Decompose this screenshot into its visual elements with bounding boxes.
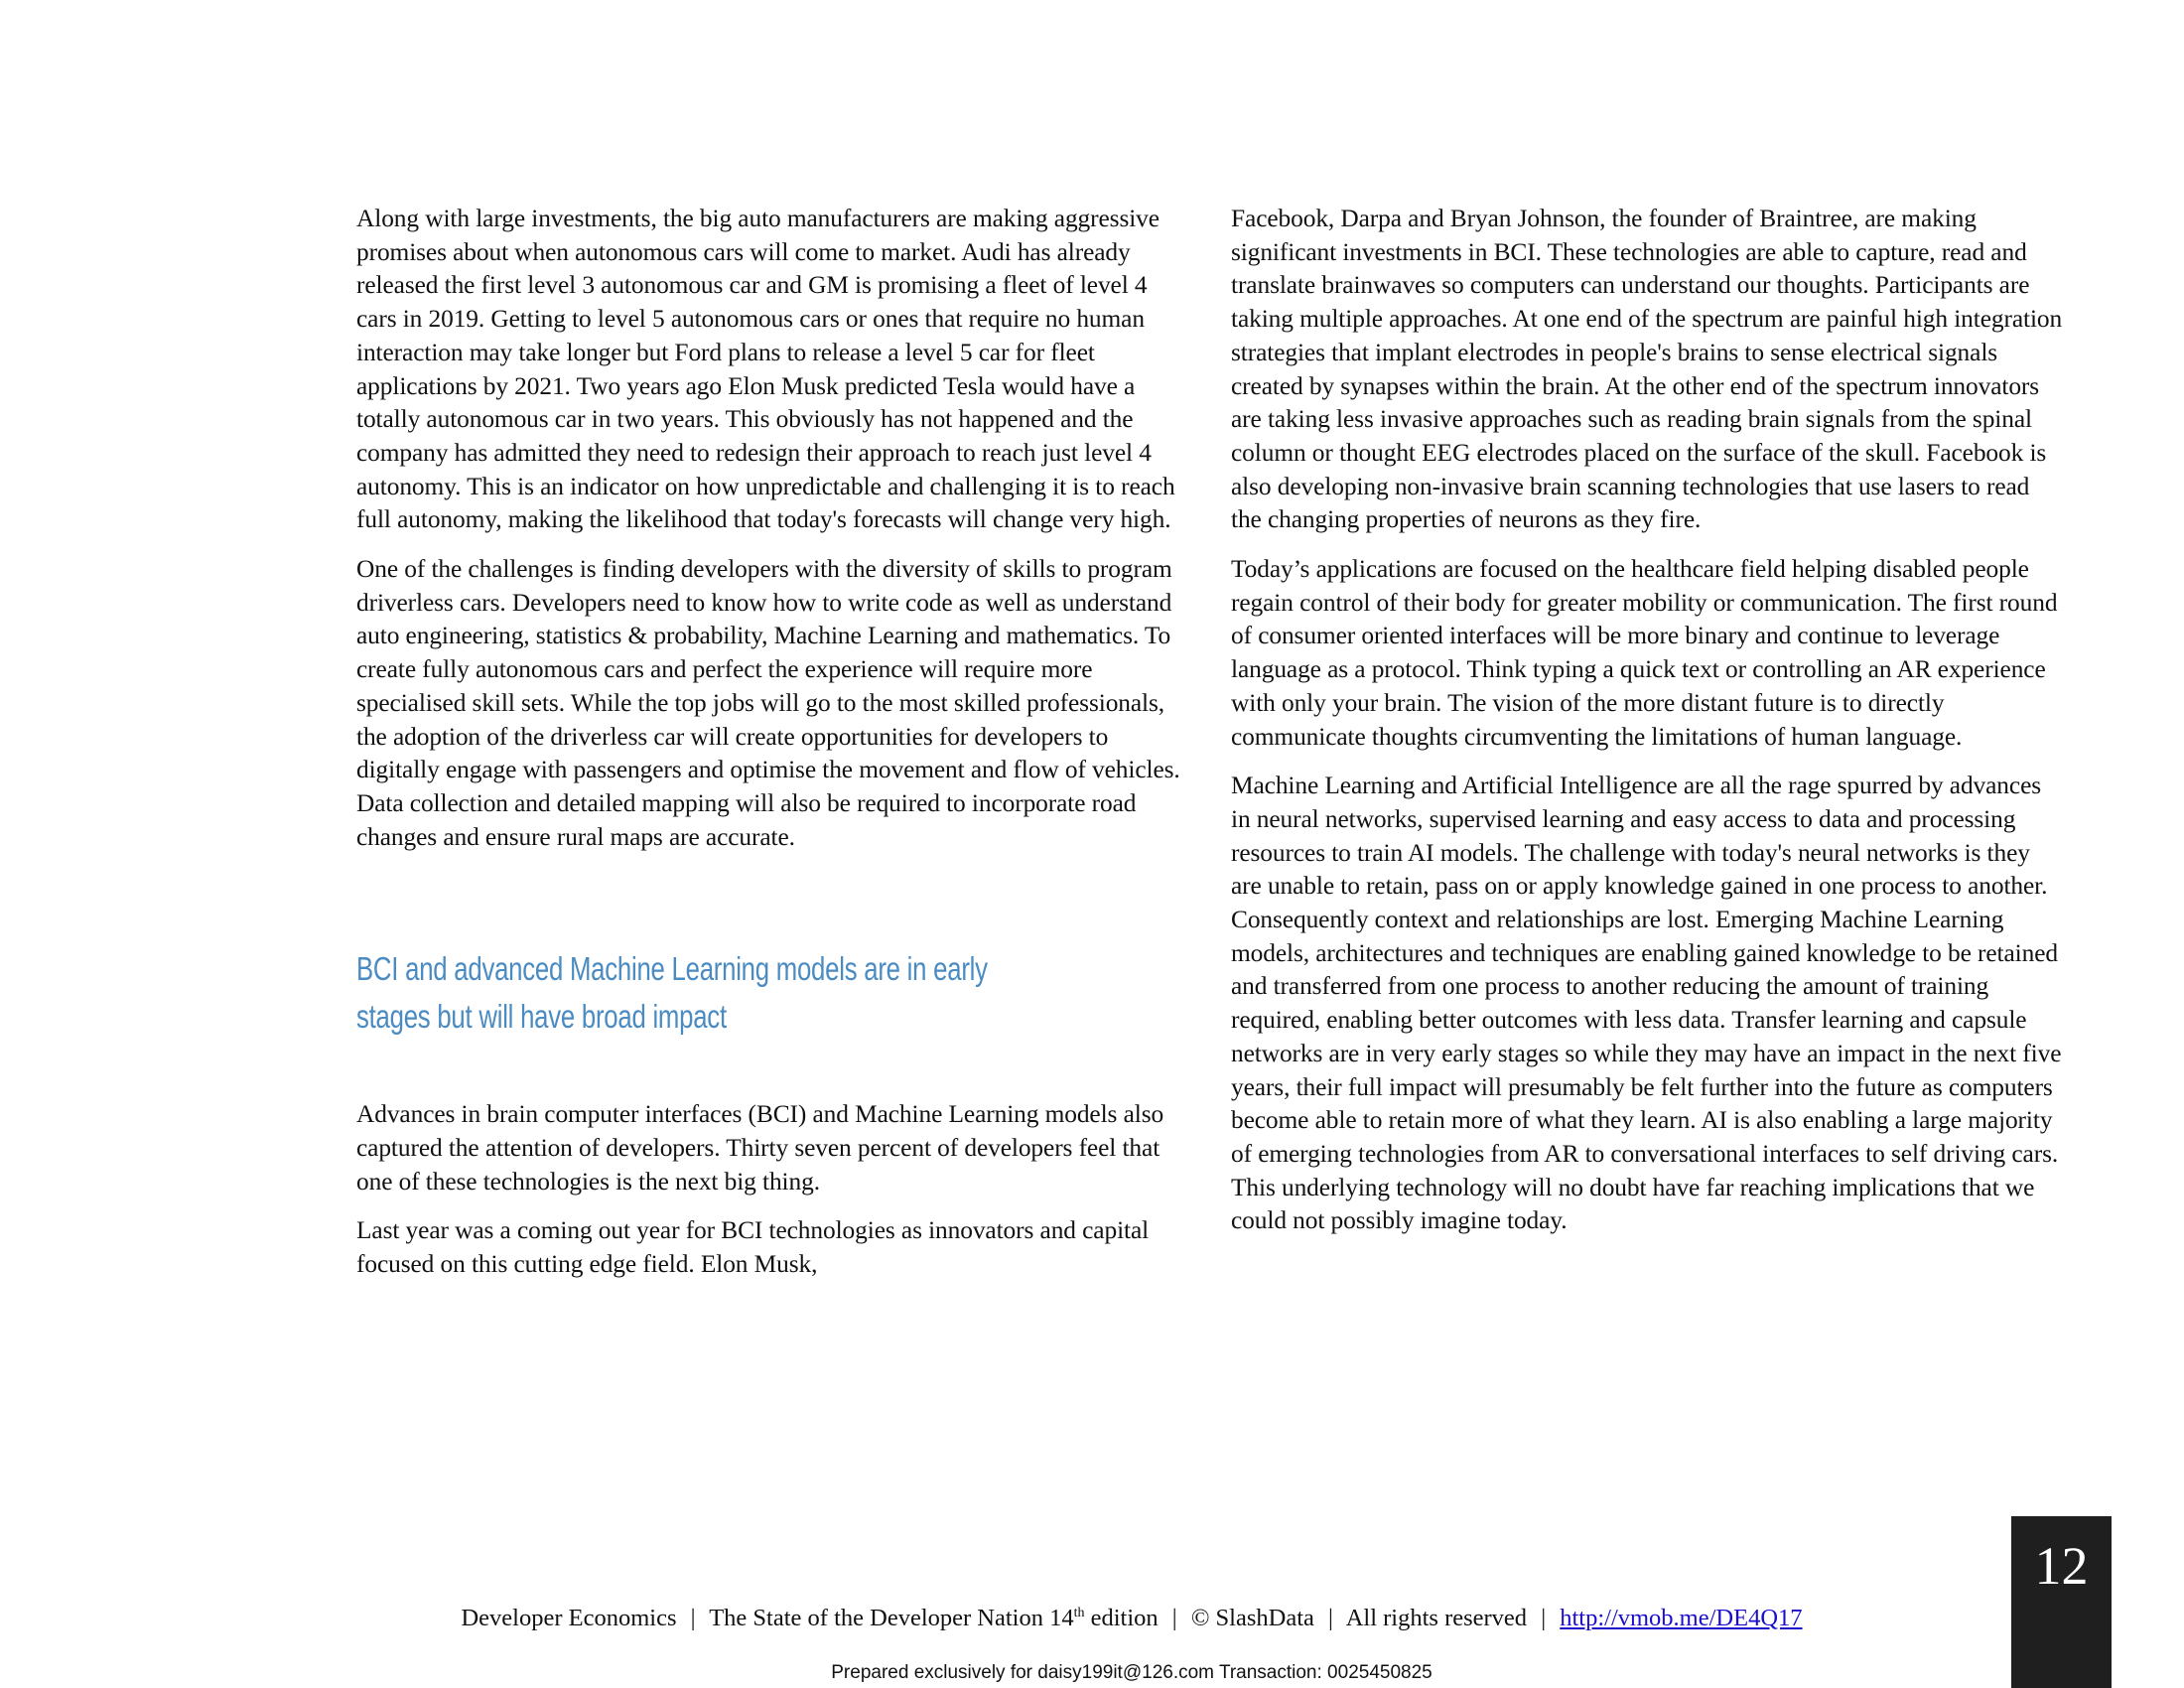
footer [0, 1604, 2184, 1633]
footer-report-name: Developer Economics [461, 1605, 677, 1631]
page-number: 12 [2034, 1536, 2089, 1596]
paragraph-machine-learning: Machine Learning and Artificial Intelligence are all the rage spurred by advances in neural networks, supervised learning and easy access to data and processing resources to train AI models. The challenge with today's neural networks is they are unable to retain, pass on or apply knowledge gained in one process to another. Consequently context and relationships are lost. Emerging Machine Learning models, architectures and techniques are enabling gained knowledge to be retained and transferred from one process to another reducing the amount of training required, enabling better outcomes with less data. Transfer learning and capsule networks are in very early stages so while they may have an impact in the next five years, their full impact will presumably be felt further into the future as computers become able to retain more of what they learn. AI is also enabling a large majority of emerging technologies from AR to conversational interfaces to self driving cars. This underlying technology will no doubt have far reaching implications that we could not possibly imagine today. [1231, 772, 2062, 1235]
section-heading-line-1: BCI and advanced Machine Learning models are in early [356, 950, 988, 988]
page-number-box [2011, 1516, 2112, 1688]
footer-edition [709, 1605, 1158, 1631]
paragraph-bci-intro: Advances in brain computer interfaces (BCI) and Machine Learning models also captured the attention of developers. Thirty seven percent of developers feel that one of these technologies is the next big thing. [356, 1100, 1164, 1196]
paragraph-driverless-developers: One of the challenges is finding developers with the diversity of skills to program driverless cars. Developers need to know how to write code as well as understand auto engineering, statistics & probability, Machine Learning and mathematics. To create fully autonomous cars and perfect the experience will require more specialised skill sets. While the top jobs will go to the most skilled professionals, the adoption of the driverless car will create opportunities for developers to digitally engage with passengers and optimise the movement and flow of vehicles. Data collection and detailed mapping will also be required to incorporate road changes and ensure rural maps are accurate. [356, 555, 1180, 851]
paragraph-bci-applications: Today’s applications are focused on the healthcare field helping disabled people regain control of their body for greater mobility or communication. The first round of consumer oriented interfaces will be more binary and continue to leverage language as a protocol. Think typing a quick text or controlling an AR experience with only your brain. The vision of the more distant future is to directly communicate thoughts circumventing the limitations of human language. [1231, 555, 2058, 751]
footer-edition-prefix: The State of the Developer Nation 14 [709, 1605, 1074, 1631]
section-heading [356, 945, 1131, 1041]
footer-separator: | [690, 1605, 696, 1631]
paragraph-bci-investments: Facebook, Darpa and Bryan Johnson, the founder of Braintree, are making significant investments in BCI. These technologies are able to capture, read and translate brainwaves so computers can understand our thoughts. Participants are taking multiple approaches. At one end of the spectrum are painful high integration strategies that implant electrodes in people's brains to sense electrical signals created by synapses within the brain. At the other end of the spectrum innovators are taking less invasive approaches such as reading brain signals from the spinal column or thought EEG electrodes placed on the surface of the skull. Facebook is also developing non-invasive brain scanning technologies that use lasers to read the changing properties of neurons as they fire. [1231, 205, 2063, 534]
footer-link[interactable]: http://vmob.me/DE4Q17 [1560, 1605, 1803, 1631]
footer-copyright: © SlashData [1190, 1605, 1314, 1631]
footer-separator: | [1171, 1605, 1177, 1631]
footer-edition-sup: th [1073, 1606, 1085, 1620]
left-column [356, 203, 1190, 1298]
paragraph-bci-coming-out: Last year was a coming out year for BCI technologies as innovators and capital focused on this cutting edge field. Elon Musk, [356, 1216, 1150, 1279]
paragraph-autonomous-cars: Along with large investments, the big auto manufacturers are making aggressive promises about when autonomous cars will come to market. Audi has already released the first level 3 autonomous car and GM is promising a fleet of level 4 cars in 2019. Getting to level 5 autonomous cars or ones that require no human interaction may take longer but Ford plans to release a level 5 car for fleet applications by 2021. Two years ago Elon Musk predicted Tesla would have a totally autonomous car in two years. This obviously has not happened and the company has admitted they need to redesign their approach to reach just level 4 autonomy. This is an indicator on how unpredictable and challenging it is to reach full autonomy, making the likelihood that today's forecasts will change very high. [356, 205, 1175, 534]
footer-rights: All rights reserved [1345, 1605, 1528, 1631]
footer-separator: | [1541, 1605, 1547, 1631]
prepared-for-notice: Prepared exclusively for daisy199it@126.com Transaction: 0025450825 [831, 1662, 1433, 1683]
footer-edition-suffix: edition [1084, 1605, 1159, 1631]
footer-separator: | [1328, 1605, 1333, 1631]
right-column [1231, 203, 2065, 1254]
section-heading-line-2: stages but will have broad impact [356, 998, 727, 1036]
